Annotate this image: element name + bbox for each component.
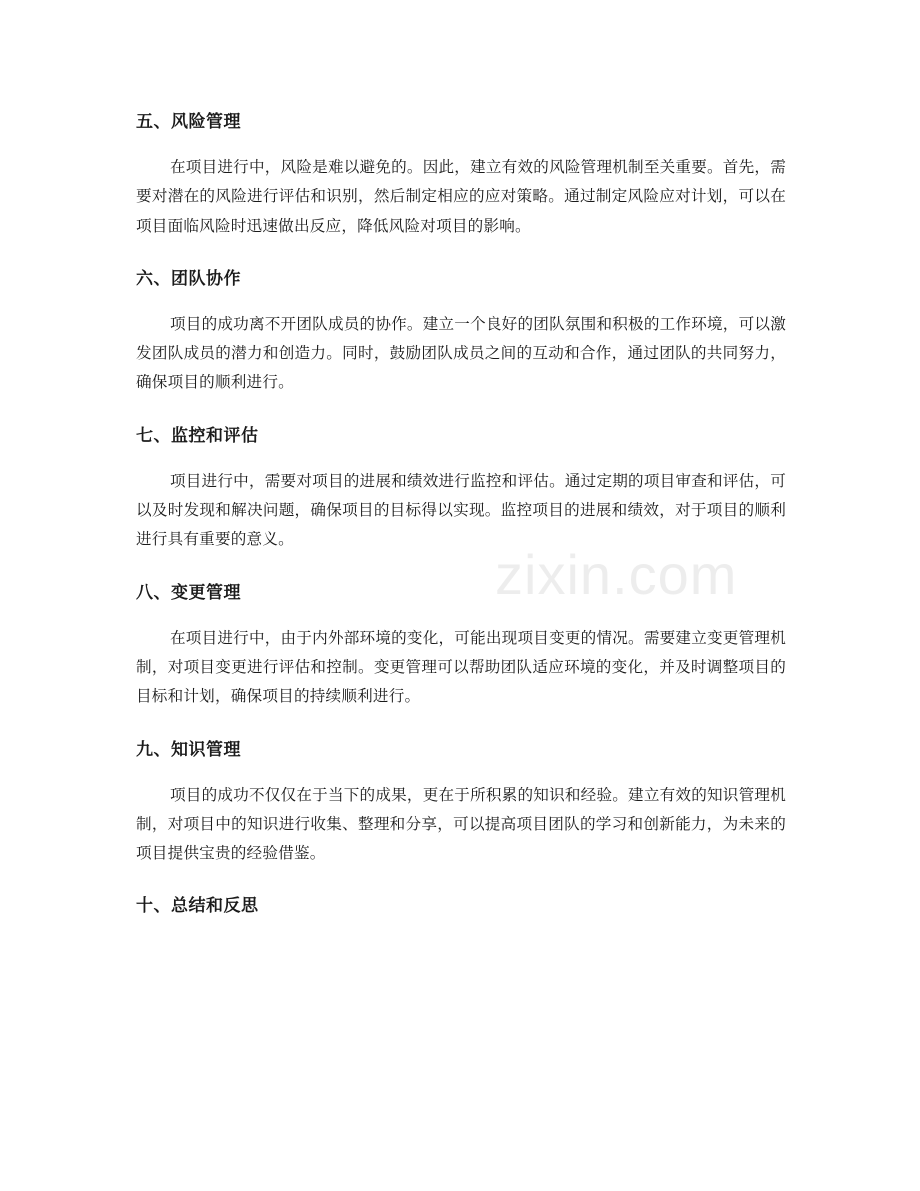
section-heading: 九、知识管理 xyxy=(136,739,241,760)
section-risk-management xyxy=(136,104,786,241)
watermark-logo: zixin.com xyxy=(495,543,738,606)
section-paragraph: 在项目进行中，由于内外部环境的变化，可能出现项目变更的情况。需要建立变更管理机制，对项目变更进行评估和控制。变更管理可以帮助团队适应环境的变化，并及时调整项目的目标和计划，确保项目的持续顺利进行。 xyxy=(136,628,786,706)
section-paragraph: 在项目进行中，风险是难以避免的。因此，建立有效的风险管理机制至关重要。首先，需要对潜在的风险进行评估和识别，然后制定相应的应对策略。通过制定风险应对计划，可以在项目面临风险时迅速做出反应，降低风险对项目的影响。 xyxy=(136,158,786,235)
section-knowledge-management xyxy=(136,732,786,869)
section-paragraph: 项目进行中，需要对项目的进展和绩效进行监控和评估。通过定期的项目审查和评估，可以及时发现和解决问题，确保项目的目标得以实现。监控项目的进展和绩效，对于项目的顺利进行具有重要的意义。 xyxy=(136,471,786,549)
section-heading: 五、风险管理 xyxy=(136,112,241,132)
section-heading: 十、总结和反思 xyxy=(136,896,259,917)
section-summary-reflection xyxy=(136,888,786,924)
section-team-collaboration xyxy=(136,261,786,398)
section-heading: 七、监控和评估 xyxy=(136,425,259,446)
document-content xyxy=(136,104,786,937)
section-change-management xyxy=(136,575,786,712)
section-heading: 六、团队协作 xyxy=(136,268,241,289)
section-paragraph: 项目的成功不仅仅在于当下的成果，更在于所积累的知识和经验。建立有效的知识管理机制，对项目中的知识进行收集、整理和分享，可以提高项目团队的学习和创新能力，为未来的项目提供宝贵的经验借鉴。 xyxy=(136,785,786,863)
section-heading: 八、变更管理 xyxy=(136,582,241,603)
section-paragraph: 项目的成功离不开团队成员的协作。建立一个良好的团队氛围和积极的工作环境，可以激发团队成员的潜力和创造力。同时，鼓励团队成员之间的互动和合作，通过团队的共同努力，确保项目的顺利进行。 xyxy=(136,314,786,392)
section-monitoring-evaluation xyxy=(136,418,786,555)
